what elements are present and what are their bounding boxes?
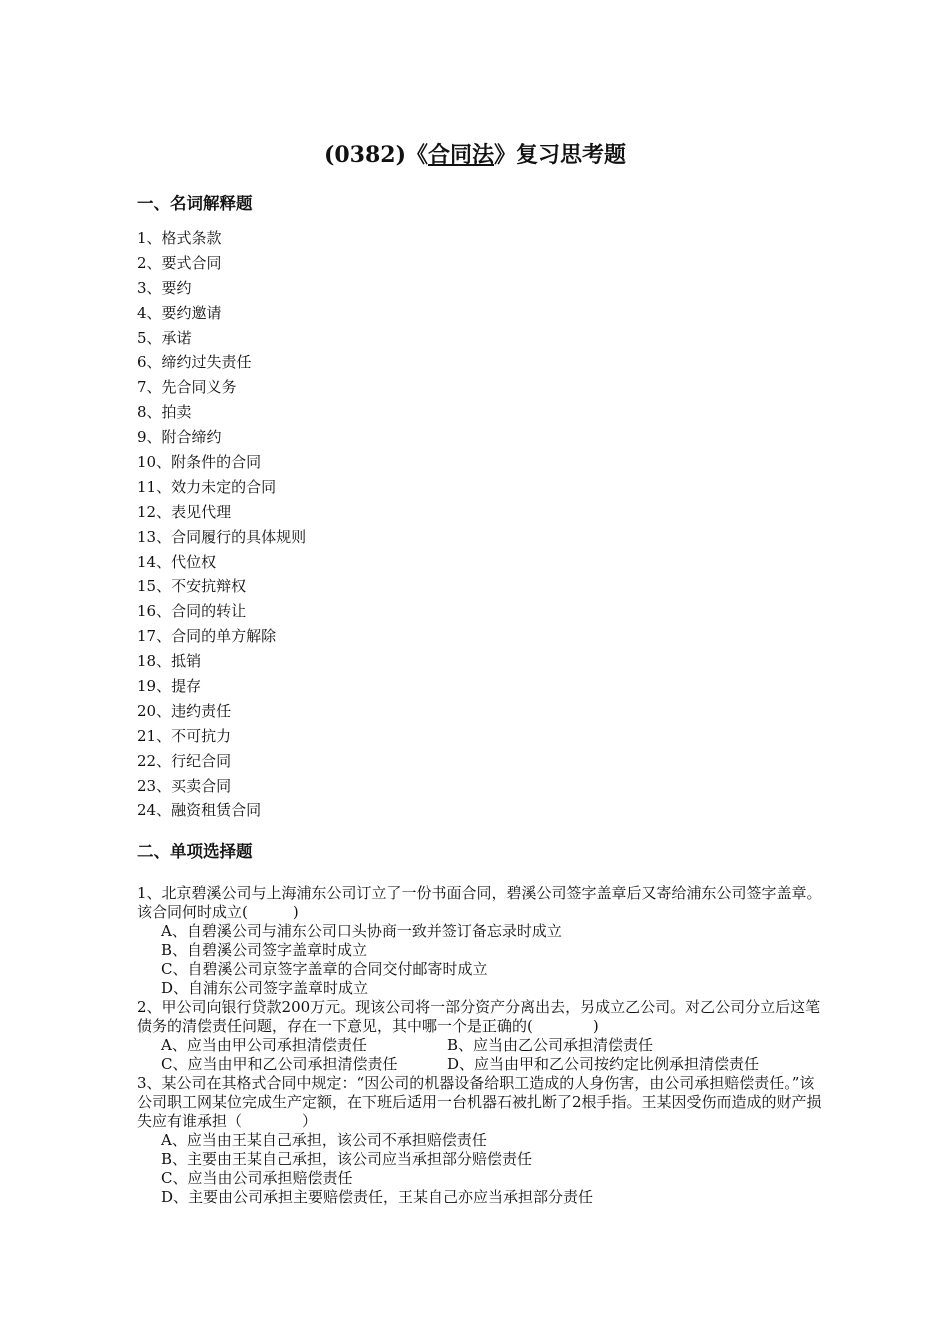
list-item: 5、承诺 xyxy=(137,328,192,347)
list-item: 12、表见代理 xyxy=(137,502,232,521)
option-b: B、自碧溪公司签字盖章时成立 xyxy=(161,941,368,959)
list-item: 18、抵销 xyxy=(137,652,202,671)
list-item: 3、要约 xyxy=(137,278,192,297)
question-3 xyxy=(137,1074,827,1207)
option-c: C、应当由甲和乙公司承担清偿责任 xyxy=(161,1055,398,1073)
list-item: 1、格式条款 xyxy=(137,229,222,247)
list-item: 16、合同的转让 xyxy=(137,602,247,621)
list-item: 17、合同的单方解除 xyxy=(137,627,277,646)
list-item: 4、要约邀请 xyxy=(137,303,222,322)
question-2 xyxy=(137,998,827,1074)
title-law-name: 合同法 xyxy=(428,142,495,168)
list-item: 22、行纪合同 xyxy=(137,751,232,770)
title-code: (0382) xyxy=(323,142,406,168)
list-item: 9、附合缔约 xyxy=(137,428,222,447)
option-b: B、主要由王某自己承担，该公司应当承担部分赔偿责任 xyxy=(161,1150,533,1168)
list-item: 7、先合同义务 xyxy=(137,378,237,397)
option-c: C、应当由公司承担赔偿责任 xyxy=(161,1169,353,1187)
list-item: 11、效力未定的合同 xyxy=(137,477,277,496)
question-stem: 2、甲公司向银行贷款200万元。现该公司将一部分资产分离出去，另成立乙公司。对乙公司分立后这笔债务的清偿责任问题，存在一下意见，其中哪一个是正确的( ) xyxy=(137,998,821,1035)
option-row xyxy=(137,1055,827,1074)
option-c: C、自碧溪公司京签字盖章的合同交付邮寄时成立 xyxy=(161,960,488,978)
question-stem: 3、某公司在其格式合同中规定：“因公司的机器设备给职工造成的人身伤害，由公司承担赔偿责任。”该公司职工网某位完成生产定额，在下班后适用一台机器石被扎断了2根手指。王某因受伤而造成的财产损失应有谁承担（ ） xyxy=(137,1074,822,1130)
title-open-bracket: 《 xyxy=(406,142,429,168)
list-item: 13、合同履行的具体规则 xyxy=(137,527,307,546)
list-item: 21、不可抗力 xyxy=(137,726,232,745)
title-rest: 复习思考题 xyxy=(516,142,627,168)
option-row xyxy=(137,1036,827,1055)
term-list xyxy=(137,228,306,825)
list-item: 23、买卖合同 xyxy=(137,776,232,795)
list-item: 6、缔约过失责任 xyxy=(137,353,252,372)
list-item: 2、要式合同 xyxy=(137,253,222,272)
list-item: 14、代位权 xyxy=(137,552,217,571)
section-heading-terms: 一、名词解释题 xyxy=(137,194,253,213)
question-stem: 1、北京碧溪公司与上海浦东公司订立了一份书面合同，碧溪公司签字盖章后又寄给浦东公司签字盖章。该合同何时成立( ) xyxy=(137,884,822,921)
list-item: 15、不安抗辩权 xyxy=(137,577,247,596)
option-d: D、主要由公司承担主要赔偿责任，王某自己亦应当承担部分责任 xyxy=(161,1188,594,1206)
option-d: D、自浦东公司签字盖章时成立 xyxy=(161,979,369,997)
option-b: B、应当由乙公司承担清偿责任 xyxy=(447,1036,654,1054)
option-d: D、应当由甲和乙公司按约定比例承担清偿责任 xyxy=(447,1055,760,1073)
option-a: A、应当由王某自己承担，该公司不承担赔偿责任 xyxy=(161,1131,487,1149)
list-item: 10、附条件的合同 xyxy=(137,453,262,472)
list-item: 24、融资租赁合同 xyxy=(137,801,262,820)
title-close-bracket: 》 xyxy=(494,142,517,168)
list-item: 19、提存 xyxy=(137,677,202,696)
page-title xyxy=(0,138,950,169)
section-heading-single-choice: 二、单项选择题 xyxy=(137,842,253,861)
option-a: A、自碧溪公司与浦东公司口头协商一致并签订备忘录时成立 xyxy=(161,922,562,940)
list-item: 20、违约责任 xyxy=(137,701,232,720)
list-item: 8、拍卖 xyxy=(137,403,192,422)
question-1 xyxy=(137,884,827,998)
option-a: A、应当由甲公司承担清偿责任 xyxy=(161,1036,367,1054)
